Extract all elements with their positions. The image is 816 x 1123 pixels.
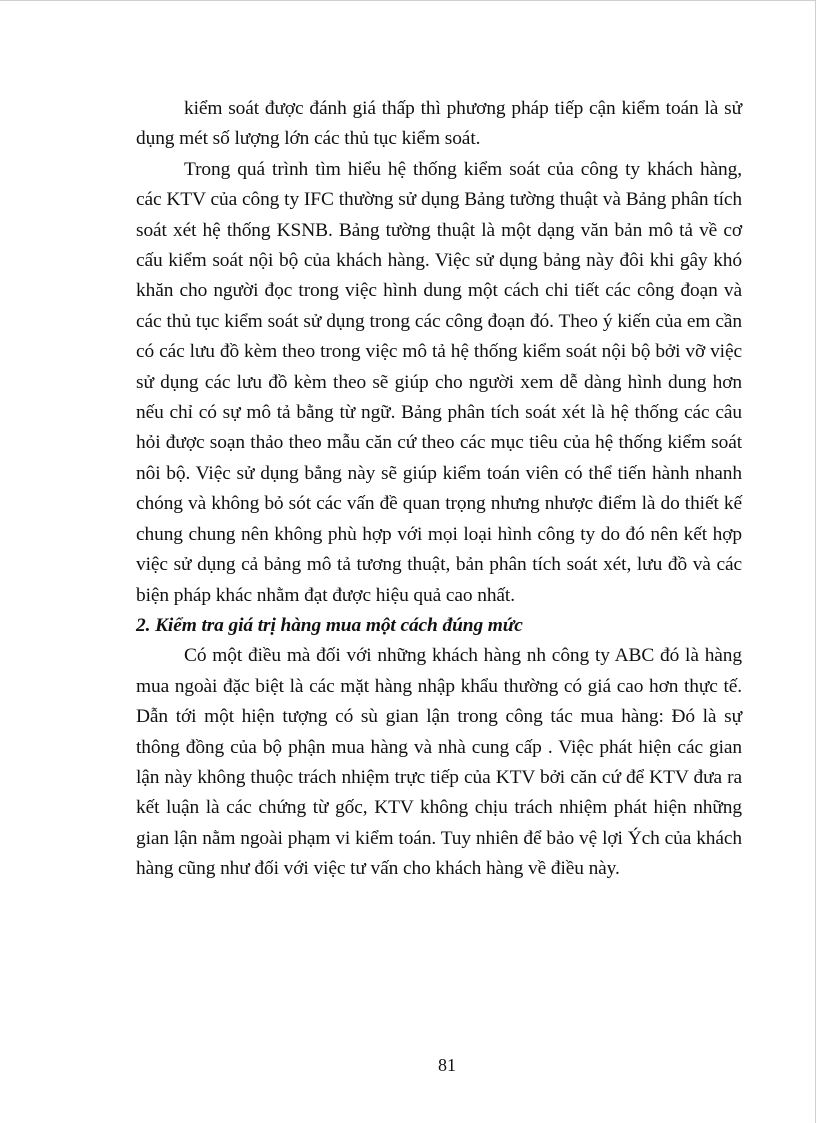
page-frame-top [0, 0, 816, 1]
paragraph-2: Trong quá trình tìm hiểu hệ thống kiểm soát của công ty khách hàng, các KTV của công ty IFC thường sử dụng Bảng tường thuật và Bảng phân tích soát xét hệ thống KSNB. Bảng tường thuật là một dạng văn bản mô tả về cơ cấu kiểm soát nội bộ của khách hàng. Việc sử dụng bảng này đôi khi gây khó khăn cho người đọc trong việc hình dung một cách chi tiết các công đoạn và các thủ tục kiểm soát sử dụng trong các công đoạn đó. Theo ý kiến của em cần có các lưu đồ kèm theo trong việc mô tả hệ thống kiểm soát nội bộ bởi vỡ việc sử dụng các lưu đồ kèm theo sẽ giúp cho người xem dễ dàng hình dung hơn nếu chỉ có sự mô tả bằng từ ngữ. Bảng phân tích soát xét là hệ thống các câu hỏi được soạn thảo theo mẫu căn cứ theo các mục tiêu của hệ thống kiểm soát nôi bộ. Việc sử dụng bẳng này sẽ giúp kiểm toán viên có thể tiến hành nhanh chóng và không bỏ sót các vấn đề quan trọng nhưng nhược điểm là do thiết kế chung chung nên không phù hợp với mọi loại hình công ty do đó nên kết hợp việc sử dụng cả bảng mô tả tương thuật, bản phân tích soát xét, lưu đồ và các biện pháp khác nhằm đạt được hiệu quả cao nhất. [136, 158, 742, 606]
paragraph-1: kiểm soát được đánh giá thấp thì phương pháp tiếp cận kiểm toán là sử dụng mét số lượng lớn các thủ tục kiểm soát. [136, 98, 742, 150]
document-body [136, 94, 742, 885]
paragraph-3: Có một điều mà đối với những khách hàng nh công ty ABC đó là hàng mua ngoài đặc biệt là các mặt hàng nhập khẩu thường có giá cao hơn thực tế. Dẫn tới một hiện tượng có sù gian lận trong công tác mua hàng: Đó là sự thông đồng của bộ phận mua hàng và nhà cung cấp . Việc phát hiện các gian lận này không thuộc trách nhiệm trực tiếp của KTV bởi căn cứ để KTV đưa ra kết luận là các chứng từ gốc, KTV không chịu trách nhiệm phát hiện những gian lận nằm ngoài phạm vi kiểm toán. Tuy nhiên để bảo vệ lợi Ých của khách hàng cũng như đối với việc tư vấn cho khách hàng về điều này. [136, 645, 742, 880]
section-heading: 2. Kiểm tra giá trị hàng mua một cách đúng mức [136, 614, 523, 636]
page-number: 81 [438, 1055, 456, 1075]
